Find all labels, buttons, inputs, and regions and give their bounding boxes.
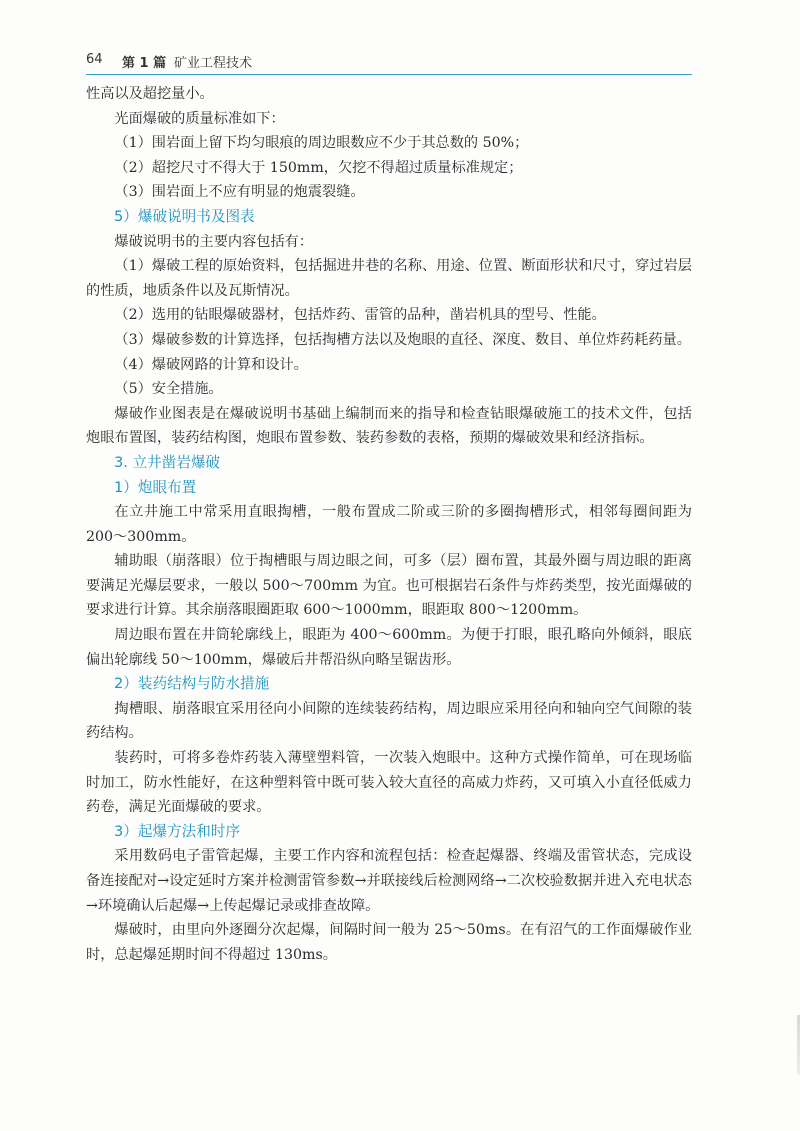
body-paragraph: （3）爆破参数的计算选择，包括掏槽方法以及炮眼的直径、深度、数目、单位炸药耗药量。	[114, 331, 691, 348]
body-paragraph: （4）爆破网路的计算和设计。	[114, 356, 308, 373]
body-paragraph: （2）选用的钻眼爆破器材，包括炸药、雷管的品种，凿岩机具的型号、性能。	[114, 307, 606, 324]
page-header	[86, 52, 692, 74]
body-paragraph: 装药时，可将多卷炸药装入薄壁塑料管，一次装入炮眼中。这种方式操作简单，可在现场临时加工，防水性能好，在这种塑料管中既可装入较大直径的高威力炸药，又可填入小直径低威力药卷，满足光面爆破的要求。	[86, 750, 692, 816]
header-rule	[86, 74, 692, 75]
body-paragraph: 在立井施工中常采用直眼掏槽，一般布置成二阶或三阶的多圈掏槽形式，相邻每圈间距为 200～300mm。	[86, 504, 692, 545]
subsection-heading: 1）炮眼布置	[114, 478, 197, 496]
body-paragraph: 爆破作业图表是在爆破说明书基础上编制而来的指导和检查钻眼爆破施工的技术文件，包括炮眼布置图，装药结构图，炮眼布置参数、装药参数的表格，预期的爆破效果和经济指标。	[86, 405, 692, 447]
subsection-heading: 5）爆破说明书及图表	[114, 207, 255, 225]
body-paragraph: （3）围岩面上不应有明显的炮震裂缝。	[114, 184, 365, 201]
page-body	[86, 82, 692, 967]
body-paragraph: 爆破时，由里向外逐圈分次起爆，间隔时间一般为 25～50ms。在有沼气的工作面爆破作业时，总起爆延期时间不得超过 130ms。	[86, 922, 692, 963]
body-paragraph: （5）安全措施。	[114, 381, 223, 398]
body-paragraph: 采用数码电子雷管起爆，主要工作内容和流程包括：检查起爆器、终端及雷管状态，完成设备连接配对→设定延时方案并检测雷管参数→并联接线后检测网络→二次校验数据并进入充电状态→环境确认后起爆→上传起爆记录或排查故障。	[86, 848, 692, 914]
body-paragraph: 爆破说明书的主要内容包括有：	[114, 233, 314, 250]
body-paragraph: 掏槽眼、崩落眼宜采用径向小间隙的连续装药结构，周边眼应采用径向和轴向空气间隙的装药结构。	[86, 700, 692, 742]
subsection-heading: 2）装药结构与防水措施	[114, 675, 270, 693]
body-paragraph: （2）超挖尺寸不得大于 150mm，欠挖不得超过质量标准规定；	[114, 159, 523, 176]
body-paragraph: 光面爆破的质量标准如下：	[114, 110, 285, 127]
part-title: 矿业工程技术	[174, 56, 253, 71]
body-paragraph: 辅助眼（崩落眼）位于掏槽眼与周边眼之间，可多（层）圈布置，其最外圈与周边眼的距离要满足光爆层要求，一般以 500～700mm 为宜。也可根据岩石条件与炸药类型，按光面爆破的要求进行计算。其余崩落眼圈距取 600～1000mm，眼距取 800～1200mm。	[86, 553, 692, 619]
subsection-heading: 3）起爆方法和时序	[114, 822, 241, 840]
body-paragraph: （1）爆破工程的原始资料，包括掘进井巷的名称、用途、位置、断面形状和尺寸，穿过岩层的性质，地质条件以及瓦斯情况。	[86, 258, 692, 299]
section-heading: 3. 立井凿岩爆破	[114, 453, 221, 471]
body-paragraph: （1）围岩面上留下均匀眼痕的周边眼数应不少于其总数的 50%；	[114, 135, 529, 152]
body-paragraph: 周边眼布置在井筒轮廓线上，眼距为 400～600mm。为便于打眼，眼孔略向外倾斜，眼底偏出轮廓线 50～100mm，爆破后井帮沿纵向略呈锯齿形。	[86, 627, 692, 668]
part-label: 第 1 篇	[122, 56, 167, 71]
page-number: 64	[86, 52, 103, 67]
body-paragraph: 性高以及超挖量小。	[86, 86, 214, 102]
